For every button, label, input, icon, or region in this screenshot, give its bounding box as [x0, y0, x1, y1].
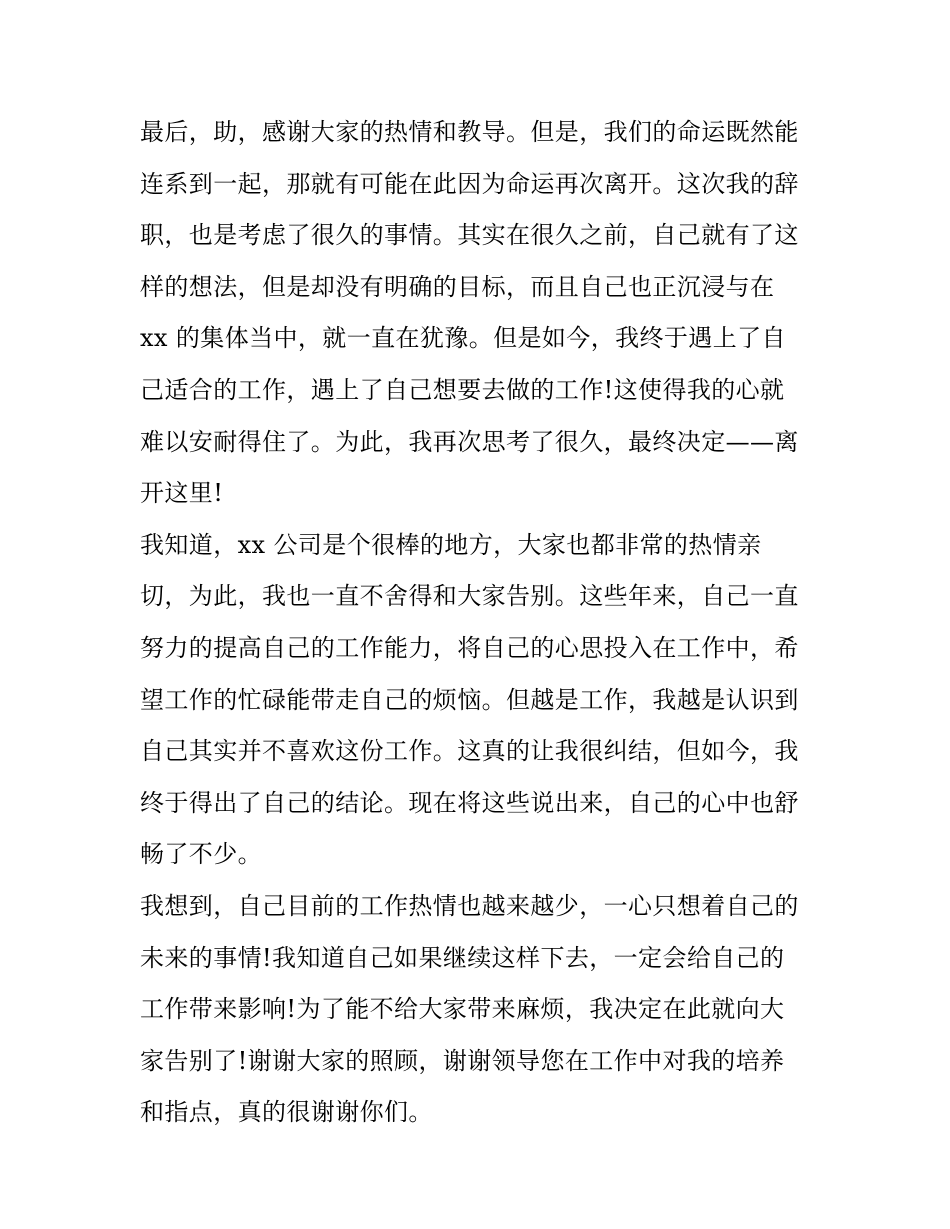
- text-line: 家告别了!谢谢大家的照顾，谢谢领导您在工作中对我的培养: [140, 1046, 785, 1075]
- text-line: 工作带来影响!为了能不给大家带来麻烦，我决定在此就向大: [140, 995, 785, 1024]
- text-line: 和指点，真的很谢谢你们。: [140, 1098, 433, 1127]
- text-line: 己适合的工作，遇上了自己想要去做的工作!这使得我的心就: [140, 375, 785, 404]
- text-line: 我知道，xx 公司是个很棒的地方，大家也都非常的热情亲: [140, 530, 762, 559]
- text-line: 畅了不少。: [140, 840, 262, 869]
- text-line: 职，也是考虑了很久的事情。其实在很久之前，自己就有了这: [140, 221, 799, 250]
- text-line: 未来的事情!我知道自己如果继续这样下去，一定会给自己的: [140, 943, 785, 972]
- text-line: 终于得出了自己的结论。现在将这些说出来，自己的心中也舒: [140, 788, 799, 817]
- text-line: 努力的提高自己的工作能力，将自己的心思投入在工作中，希: [140, 633, 799, 662]
- resignation-letter-body: [140, 107, 830, 1139]
- text-line: 我想到，自己目前的工作热情也越来越少，一心只想着自己的: [140, 891, 799, 920]
- text-line: 望工作的忙碌能带走自己的烦恼。但越是工作，我越是认识到: [140, 685, 799, 714]
- text-line: 样的想法，但是却没有明确的目标，而且自己也正沉浸与在: [140, 272, 775, 301]
- text-line: 难以安耐得住了。为此，我再次思考了很久，最终决定——离: [140, 427, 799, 456]
- text-line: xx 的集体当中，就一直在犹豫。但是如今，我终于遇上了自: [140, 324, 786, 353]
- text-line: 最后，助，感谢大家的热情和教导。但是，我们的命运既然能: [140, 118, 799, 146]
- text-line: 连系到一起，那就有可能在此因为命运再次离开。这次我的辞: [140, 169, 799, 198]
- text-line: 切，为此，我也一直不舍得和大家告别。这些年来，自己一直: [140, 582, 799, 611]
- text-line: 自己其实并不喜欢这份工作。这真的让我很纠结，但如今，我: [140, 737, 799, 766]
- text-line: 开这里!: [140, 479, 224, 508]
